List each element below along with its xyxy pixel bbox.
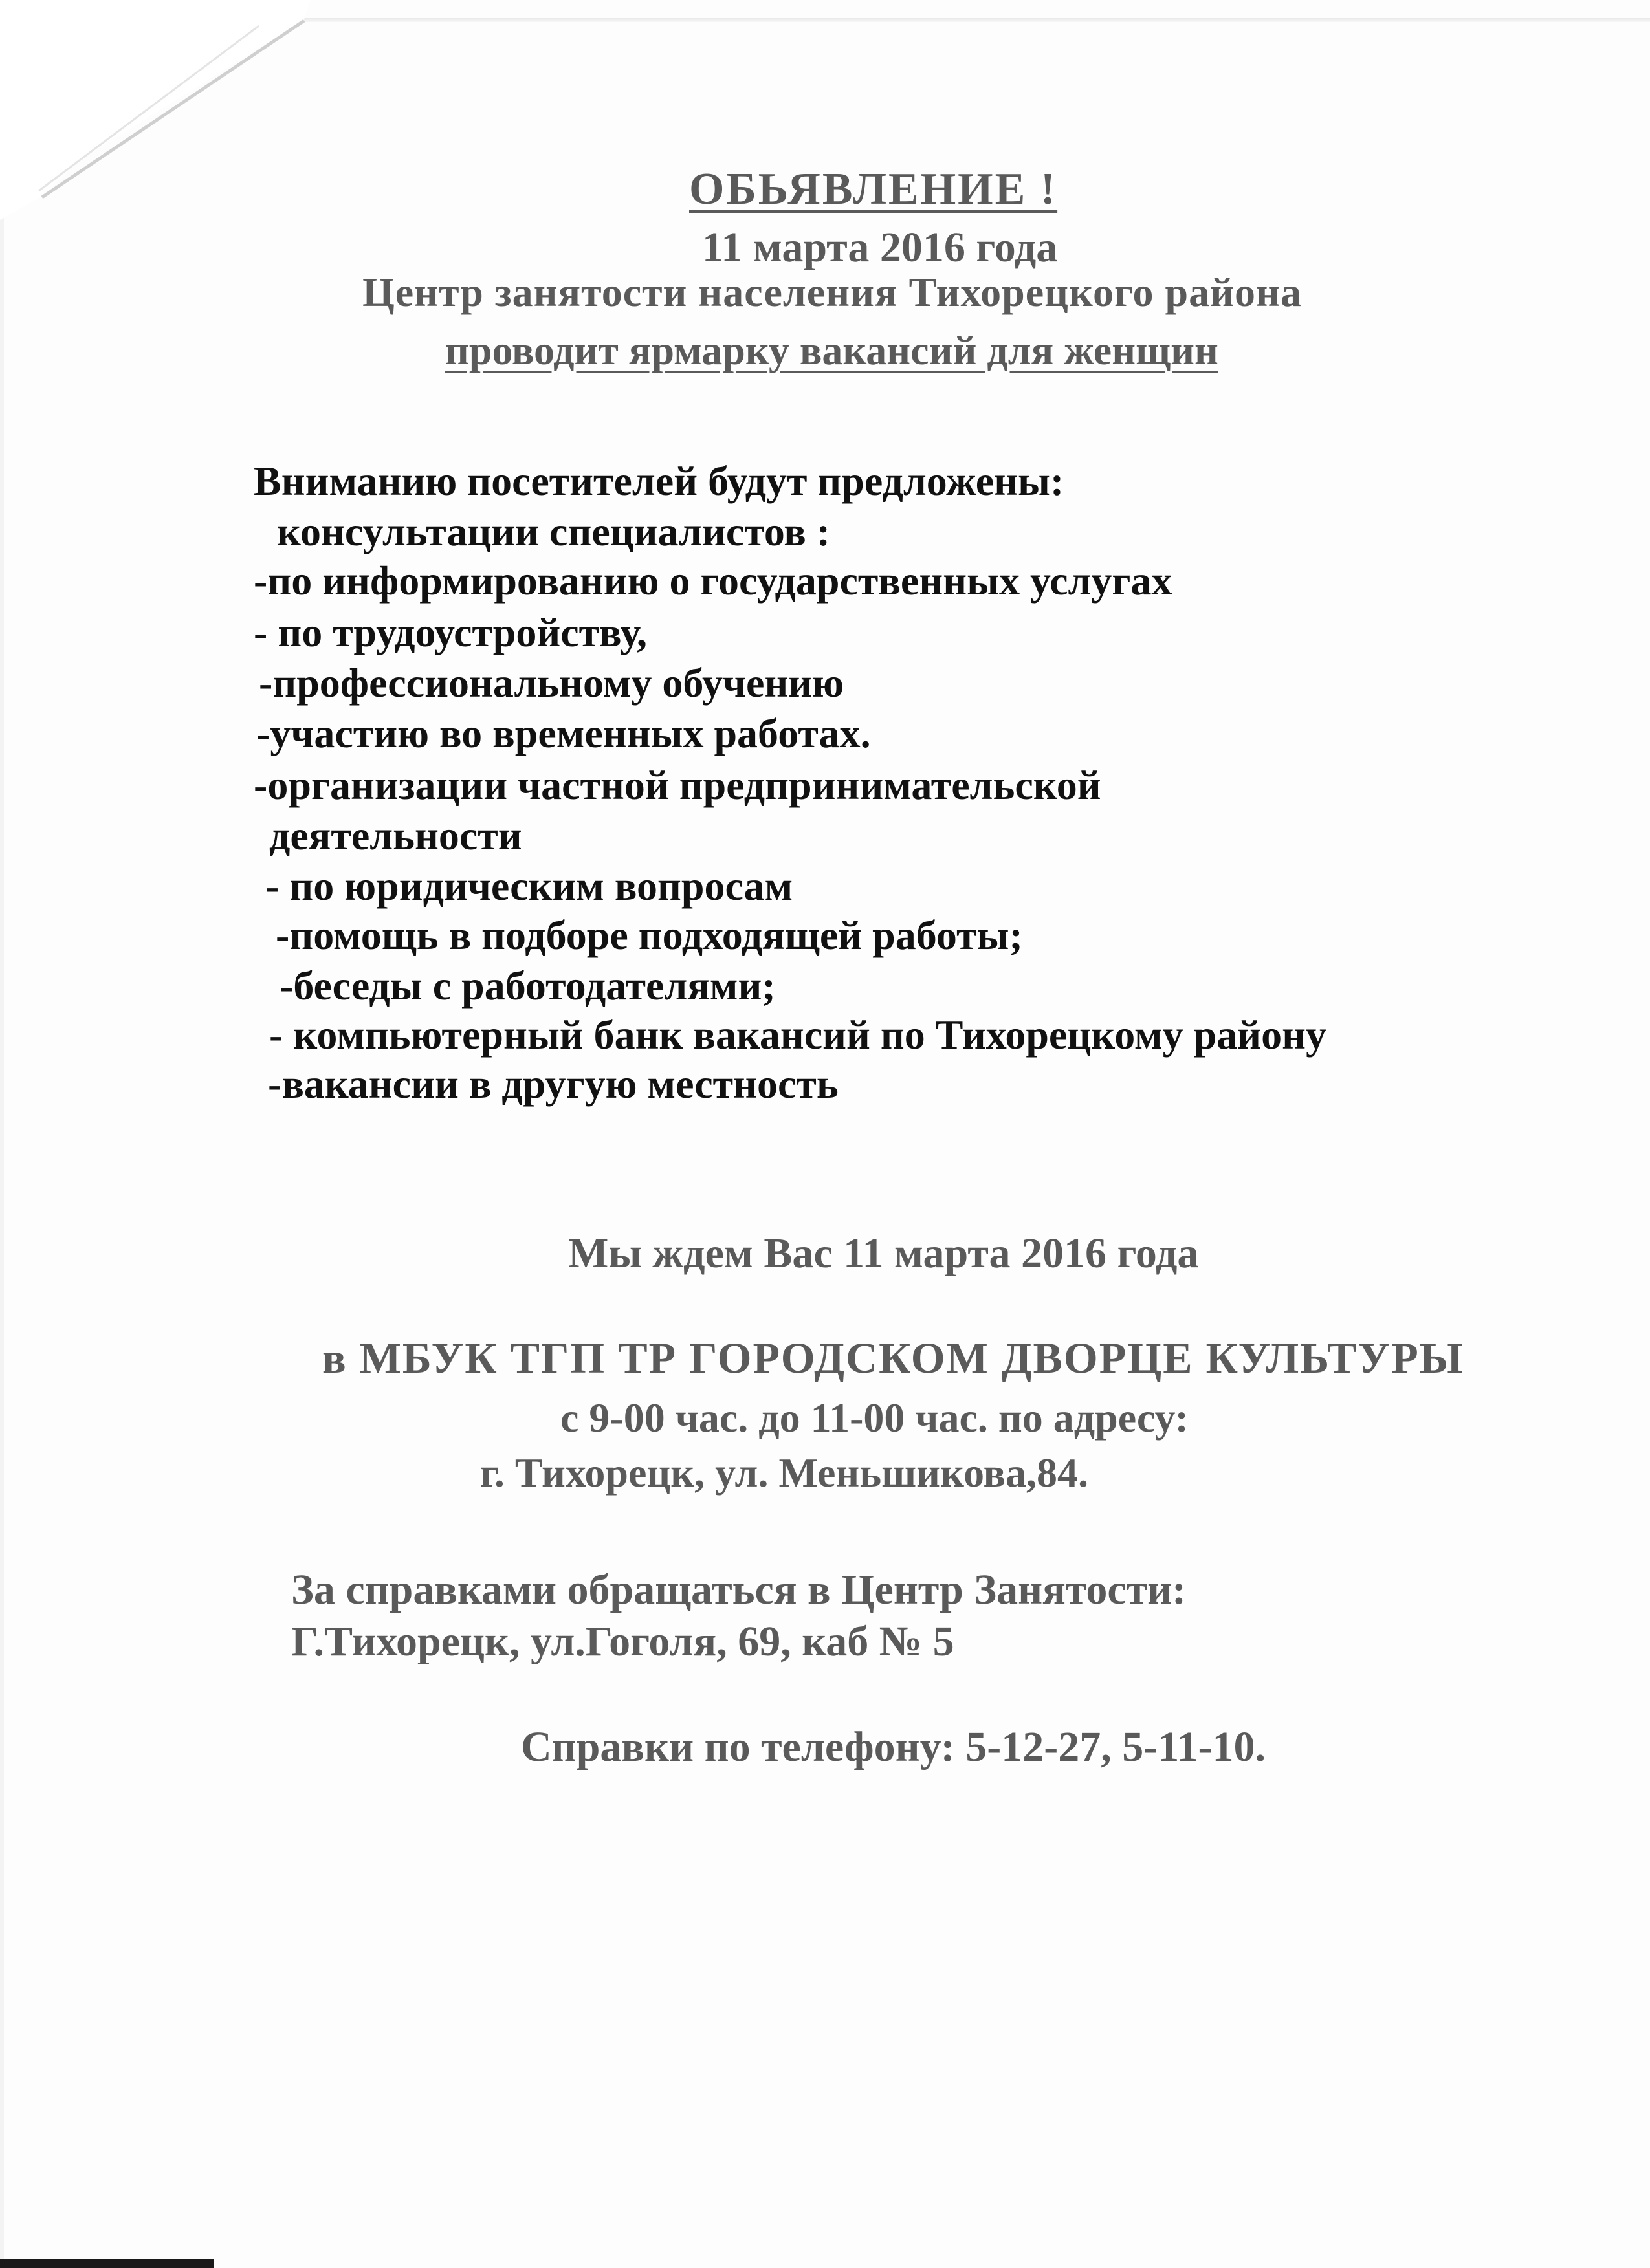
event-description: проводит ярмарку вакансий для женщин [445,327,1218,373]
list-item: -профессиональному обучению [259,660,844,706]
venue-address: г. Тихорецк, ул. Меньшикова,84. [480,1450,1089,1496]
event-hours: с 9-00 час. до 11-00 час. по адресу: [560,1395,1189,1441]
inquiries-text: За справками обращаться в Центр Занятости: [291,1566,1187,1613]
office-address: Г.Тихорецк, ул.Гоголя, 69, каб № 5 [291,1618,954,1665]
page-left-edge [0,0,4,2268]
notice-title: ОБЬЯВЛЕНИЕ ! [689,164,1058,214]
phone-numbers: Справки по телефону: 5-12-27, 5-11-10. [521,1723,1266,1771]
list-item: - по трудоустройству, [254,609,647,655]
page-top-edge [304,18,1650,22]
folded-corner-shadow [0,0,311,220]
offers-subheading: консультации специалистов : [277,508,831,554]
list-item: - по юридическим вопросам [265,863,793,909]
list-item: -вакансии в другую местность [268,1061,839,1107]
list-item: -организации частной предпринимательской [254,762,1101,808]
list-item: -помощь в подборе подходящей работы; [276,912,1023,958]
organization-name: Центр занятости населения Тихорецкого района [362,269,1302,315]
list-item: деятельности [269,812,522,858]
notice-date: 11 марта 2016 года [702,224,1058,271]
list-item: -участию во временных работах. [256,710,871,756]
list-item: - компьютерный банк вакансий по Тихорецкому району [269,1012,1326,1058]
scan-bottom-mark [0,2259,214,2268]
invitation-date: Мы ждем Вас 11 марта 2016 года [568,1230,1199,1277]
list-item: -беседы с работодателями; [280,963,776,1009]
list-item: -по информированию о государственных услугах [254,558,1172,604]
offers-lead: Вниманию посетителей будут предложены: [254,458,1064,504]
venue-name: в МБУК ТГП ТР ГОРОДСКОМ ДВОРЦЕ КУЛЬТУРЫ [322,1333,1464,1382]
